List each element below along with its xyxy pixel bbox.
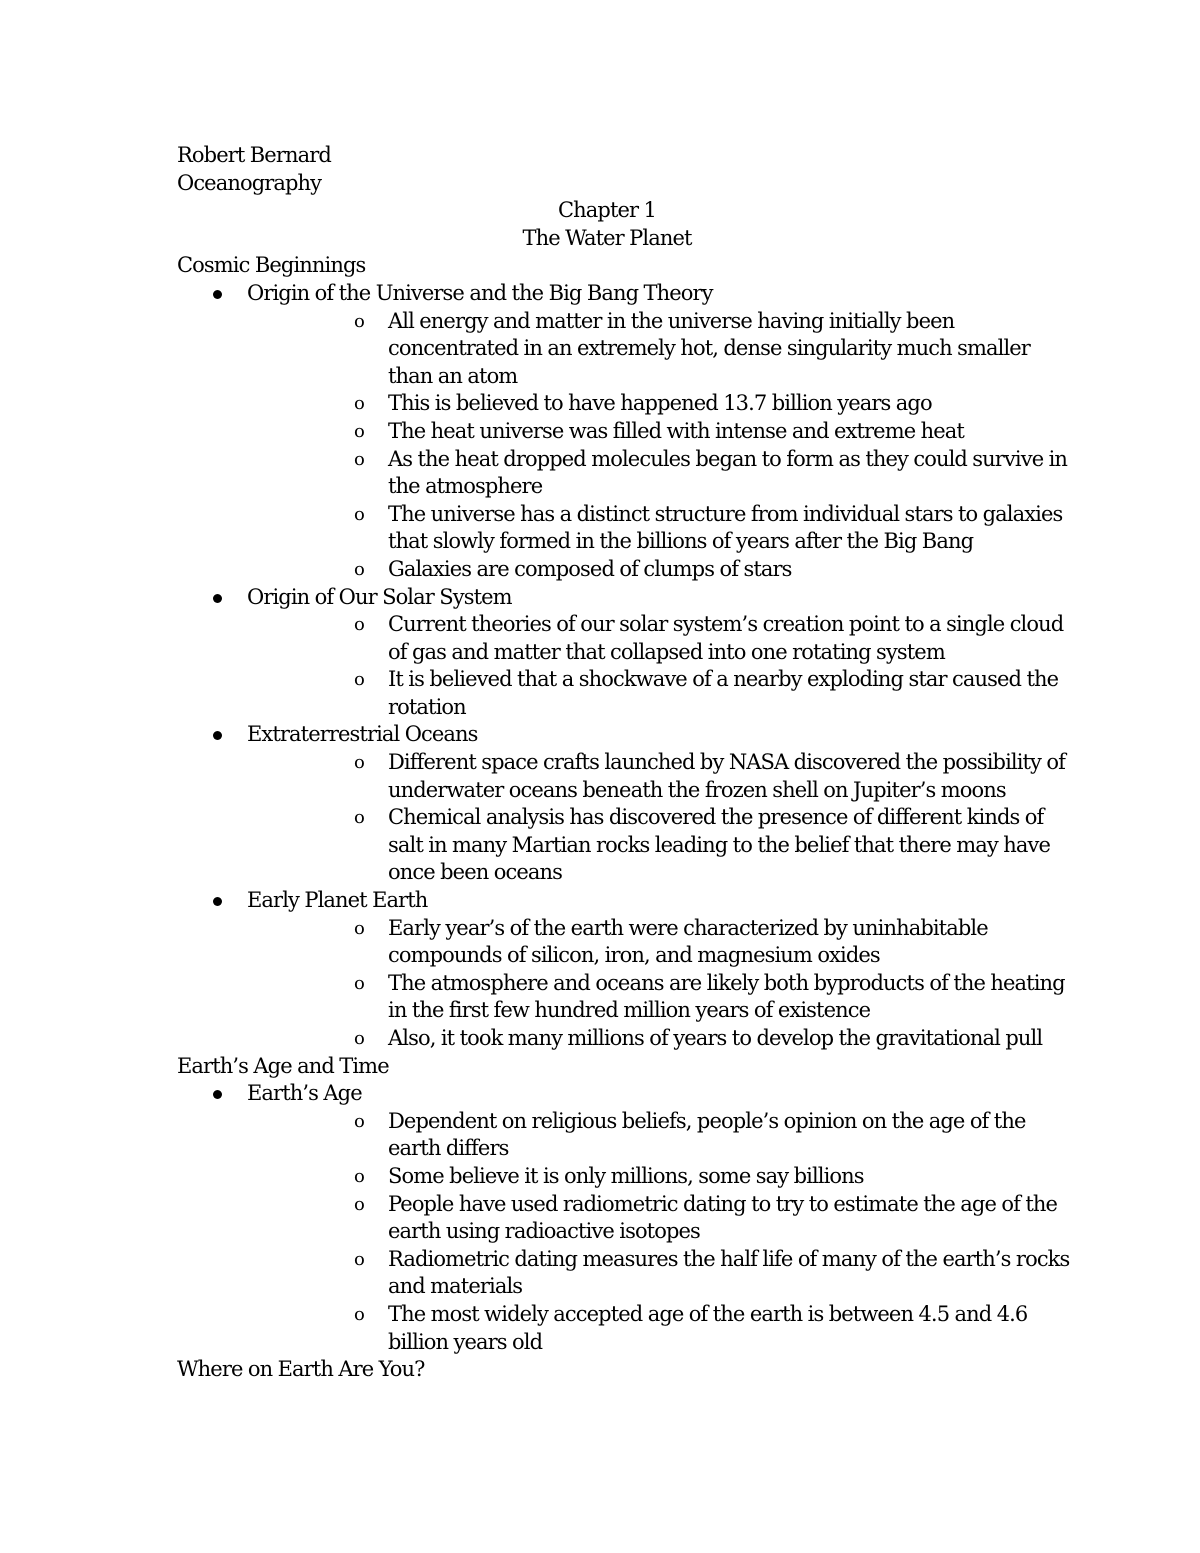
point-list [247, 308, 1068, 584]
topic-item [177, 280, 1068, 584]
point-text-line: Current theories of our solar system’s creation point to a single cloud [388, 612, 1064, 637]
point-item [247, 446, 1068, 501]
section-heading: Earth’s Age and Time [177, 1053, 389, 1078]
topic-item [177, 887, 1065, 1053]
topic-title: Origin of the Universe and the Big Bang Theory [247, 280, 713, 305]
point-item [247, 1025, 1043, 1053]
point-text-line: and materials [388, 1274, 523, 1299]
topic-title: Extraterrestrial Oceans [247, 722, 478, 747]
hollow-bullet-icon: o [354, 448, 365, 470]
point-text-line: The heat universe was filled with intense and extreme heat [388, 418, 964, 443]
point-item [247, 749, 1066, 804]
point-item [247, 1191, 1058, 1246]
point-text-line: rotation [388, 694, 466, 719]
point-text-line: This is believed to have happened 13.7 billion years ago [388, 391, 932, 416]
point-text-line: Different space crafts launched by NASA discovered the possibility of [388, 750, 1066, 775]
point-text-line: As the heat dropped molecules began to form as they could survive in [388, 446, 1068, 471]
point-text-line: Some believe it is only millions, some say billions [388, 1163, 864, 1188]
hollow-bullet-icon: o [354, 503, 365, 525]
point-item [247, 1301, 1037, 1356]
topic-item [177, 584, 1064, 722]
point-text-line: Dependent on religious beliefs, people’s opinion on the age of the [388, 1108, 1026, 1133]
hollow-bullet-icon: o [354, 1193, 365, 1215]
point-text-line: All energy and matter in the universe having initially been [388, 308, 955, 333]
filled-bullet-icon [213, 1090, 222, 1099]
point-text-line: in the first few hundred million years of existence [388, 998, 871, 1023]
notes-outline [177, 252, 1070, 1383]
point-text-line: earth using radioactive isotopes [388, 1219, 700, 1244]
filled-bullet-icon [213, 897, 222, 906]
point-item [247, 308, 1037, 391]
point-list [247, 611, 1064, 721]
point-text-line: of gas and matter that collapsed into one rotating system [388, 639, 945, 664]
point-item [247, 804, 1051, 887]
hollow-bullet-icon: o [354, 807, 365, 829]
hollow-bullet-icon: o [354, 420, 365, 442]
point-text-line: billion years old [388, 1329, 543, 1354]
point-item [247, 390, 1037, 418]
point-text-line: Radiometric dating measures the half life of many of the earth’s rocks [388, 1246, 1070, 1271]
hollow-bullet-icon: o [354, 972, 365, 994]
hollow-bullet-icon: o [354, 752, 365, 774]
author-name: Robert Bernard [177, 143, 331, 167]
hollow-bullet-icon: o [354, 1028, 365, 1049]
point-item [247, 501, 1063, 556]
point-item [247, 915, 1037, 970]
point-text-line: Early year’s of the earth were characterized by uninhabitable [388, 915, 988, 940]
hollow-bullet-icon: o [354, 558, 365, 580]
filled-bullet-icon [213, 731, 222, 740]
point-text-line: compounds of silicon, iron, and magnesium oxides [388, 943, 880, 968]
topic-title: Early Planet Earth [247, 888, 428, 913]
point-list [247, 915, 1065, 1053]
hollow-bullet-icon: o [354, 1110, 365, 1132]
point-item [247, 666, 1059, 721]
point-text-line: People have used radiometric dating to try to estimate the age of the [388, 1191, 1058, 1216]
hollow-bullet-icon: o [354, 1303, 365, 1325]
point-text-line: that slowly formed in the billions of years after the Big Bang [388, 529, 974, 554]
point-text-line: salt in many Martian rocks leading to the belief that there may have [388, 832, 1051, 857]
point-text-line: underwater oceans beneath the frozen shell on Jupiter’s moons [388, 777, 1006, 802]
point-text-line: The universe has a distinct structure from individual stars to galaxies [388, 501, 1063, 526]
section-heading: Where on Earth Are You? [177, 1357, 425, 1382]
filled-bullet-icon [213, 594, 222, 603]
course-name: Oceanography [177, 170, 322, 195]
topic-title: Origin of Our Solar System [247, 584, 512, 609]
topic-title: Earth’s Age [247, 1081, 362, 1106]
point-text-line: Chemical analysis has discovered the presence of different kinds of [388, 805, 1044, 830]
hollow-bullet-icon: o [354, 393, 365, 415]
point-text-line: Galaxies are composed of clumps of stars [388, 556, 792, 581]
point-text-line: Also, it took many millions of years to develop the gravitational pull [388, 1026, 1043, 1050]
chapter-title: The Water Planet [522, 225, 692, 250]
section-heading: Cosmic Beginnings [177, 253, 366, 278]
hollow-bullet-icon: o [354, 1248, 365, 1270]
point-text-line: than an atom [388, 363, 518, 388]
point-text-line: concentrated in an extremely hot, dense singularity much smaller [388, 336, 1030, 361]
hollow-bullet-icon: o [354, 917, 365, 939]
point-text-line: once been oceans [388, 860, 562, 885]
point-item [247, 1108, 1037, 1163]
topic-list [177, 280, 1068, 1053]
topic-item [177, 721, 1066, 887]
point-item [247, 970, 1065, 1025]
point-item [247, 556, 1037, 584]
point-item [247, 1163, 1037, 1191]
hollow-bullet-icon: o [354, 1165, 365, 1187]
topic-list [177, 1080, 1070, 1356]
hollow-bullet-icon: o [354, 310, 365, 332]
point-item [247, 1246, 1070, 1301]
point-text-line: The most widely accepted age of the earth is between 4.5 and 4.6 [388, 1301, 1028, 1326]
hollow-bullet-icon: o [354, 614, 365, 636]
point-list [247, 749, 1066, 887]
filled-bullet-icon [213, 290, 222, 299]
point-text-line: The atmosphere and oceans are likely both byproducts of the heating [388, 970, 1065, 995]
chapter-number: Chapter 1 [558, 198, 656, 223]
hollow-bullet-icon: o [354, 669, 365, 691]
point-item [247, 611, 1064, 666]
point-text-line: the atmosphere [388, 474, 543, 499]
point-text-line: earth differs [388, 1136, 509, 1161]
topic-item [177, 1080, 1070, 1356]
point-list [247, 1108, 1070, 1356]
point-text-line: It is believed that a shockwave of a nearby exploding star caused the [388, 667, 1059, 692]
document-page [177, 142, 1070, 1384]
point-item [247, 418, 1037, 446]
